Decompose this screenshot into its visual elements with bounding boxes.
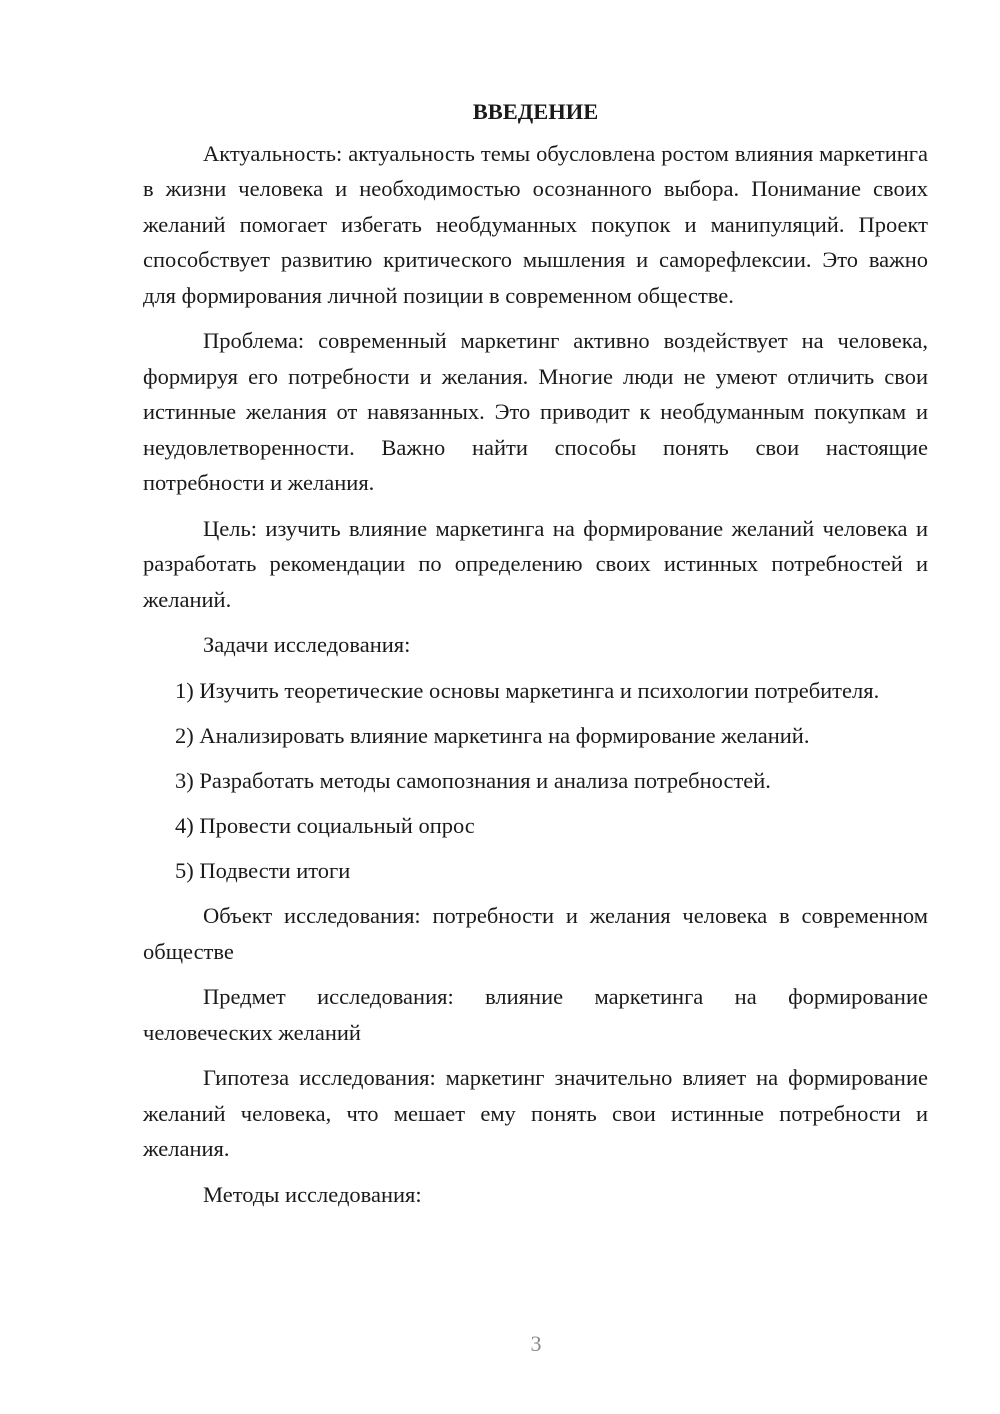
object-paragraph: Объект исследования: потребности и желания человека в современном обществе [143, 903, 928, 964]
methods-heading: Методы исследования: [203, 1181, 422, 1207]
relevance-paragraph: Актуальность: актуальность темы обусловлена ростом влияния маркетинга в жизни человека и необходимостью осознанного выбора. Понимание своих желаний помогает избегать необдуманных покупок и манипуляций. Проект способствует развитию критического мышления и саморефлексии. Это важно для формирования личной позиции в современном обществе. [143, 140, 928, 308]
problem-paragraph: Проблема: современный маркетинг активно воздействует на человека, формируя его потребности и желания. Многие люди не умеют отличить свои истинные желания от навязанных. Это приводит к необдуманным покупкам и неудовлетворенности. Важно найти способы понять свои настоящие потребности и желания. [143, 328, 928, 495]
page-number: 3 [530, 1331, 542, 1356]
task-item-4: 4) Провести социальный опрос [175, 813, 475, 838]
task-item-1: 1) Изучить теоретические основы маркетинга и психологии потребителя. [175, 677, 880, 703]
subject-paragraph: Предмет исследования: влияние маркетинга на формирование человеческих желаний [143, 984, 928, 1045]
page-content [143, 94, 928, 1222]
task-item-2: 2) Анализировать влияние маркетинга на формирование желаний. [175, 723, 810, 748]
task-item-5: 5) Подвести итоги [175, 858, 351, 883]
section-title: ВВЕДЕНИЕ [472, 99, 599, 124]
task-item-3: 3) Разработать методы самопознания и анализа потребностей. [175, 768, 771, 793]
goal-paragraph: Цель: изучить влияние маркетинга на формирование желаний человека и разработать рекомендации по определению своих истинных потребностей и желаний. [143, 515, 928, 612]
tasks-heading: Задачи исследования: [203, 632, 411, 657]
hypothesis-paragraph: Гипотеза исследования: маркетинг значительно влияет на формирование желаний человека, что мешает ему понять свои истинные потребности и желания. [143, 1065, 928, 1161]
